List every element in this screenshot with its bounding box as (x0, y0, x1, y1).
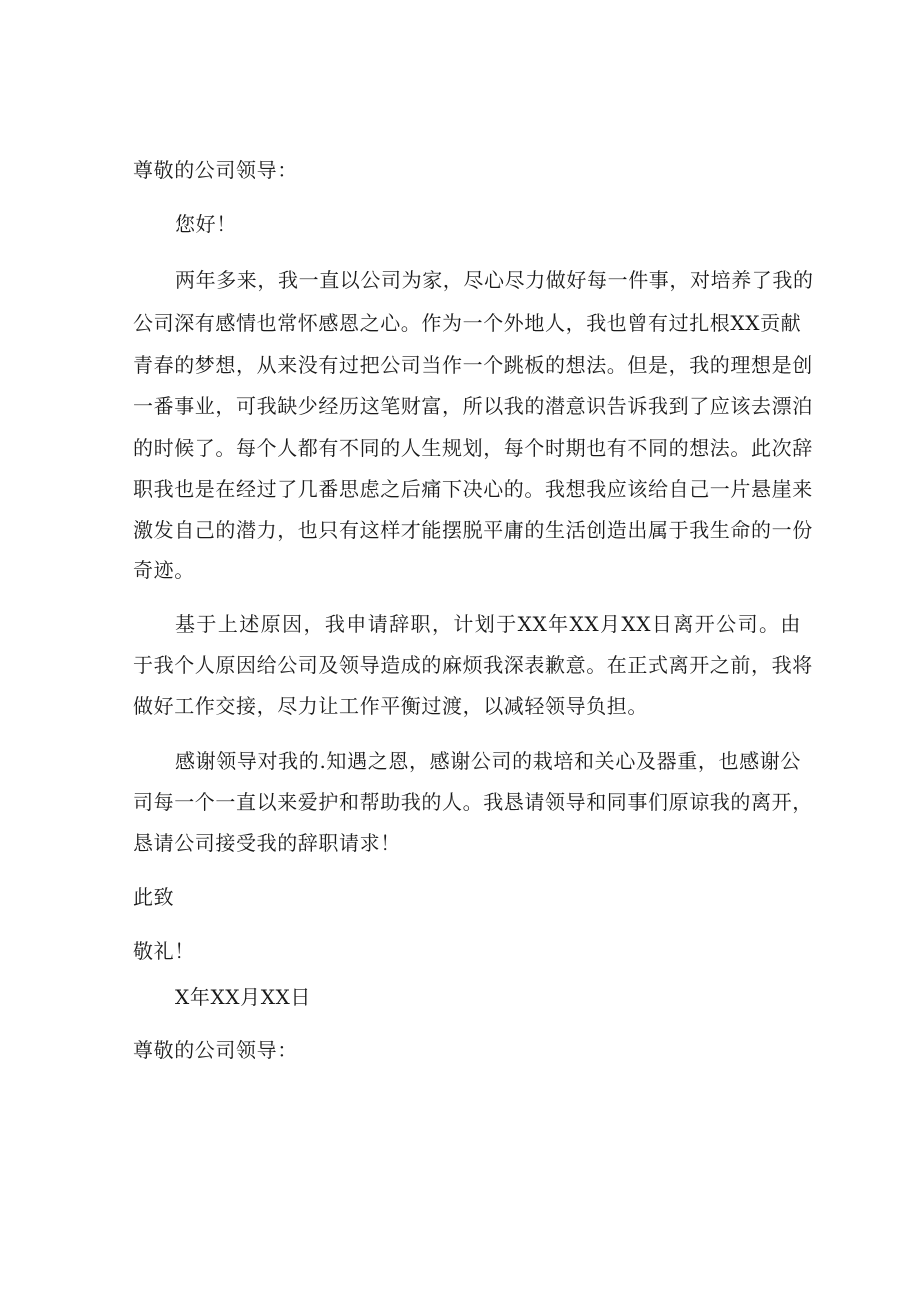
closing-1: 此致 (133, 885, 175, 909)
paragraph-line: 于我个人原因给公司及领导造成的麻烦我深表歉意。在正式离开之前，我将 (133, 653, 813, 677)
salutation: 尊敬的公司领导： (133, 158, 298, 182)
closing-2: 敬礼！ (133, 939, 195, 963)
paragraph-line: 公司深有感情也常怀感恩之心。作为一个外地人，我也曾有过扎根XX贡献 (133, 311, 802, 335)
paragraph-line: 恳请公司接受我的辞职请求！ (133, 831, 401, 855)
paragraph-line: 职我也是在经过了几番思虑之后痛下决心的。我想我应该给自己一片悬崖来 (133, 477, 813, 501)
paragraph-line: 感谢领导对我的.知遇之恩，感谢公司的栽培和关心及器重，也感谢公 (175, 749, 801, 773)
paragraph-line: 激发自己的潜力，也只有这样才能摆脱平庸的生活创造出属于我生命的一份 (133, 518, 813, 542)
paragraph-line: 基于上述原因，我申请辞职，计划于XX年XX月XX日离开公司。由 (175, 612, 801, 636)
paragraph-line: 的时候了。每个人都有不同的人生规划，每个时期也有不同的想法。此次辞 (133, 436, 813, 460)
paragraph-line: 一番事业，可我缺少经历这笔财富，所以我的潜意识告诉我到了应该去漂泊 (133, 394, 813, 418)
paragraph-line: 奇迹。 (133, 558, 195, 582)
paragraph-line: 做好工作交接，尽力让工作平衡过渡，以减轻领导负担。 (133, 694, 648, 718)
signature-date: X年XX月XX日 (175, 985, 311, 1009)
paragraph-line: 司每一个一直以来爱护和帮助我的人。我恳请领导和同事们原谅我的离开， (133, 790, 813, 814)
paragraph-line: 青春的梦想，从来没有过把公司当作一个跳板的想法。但是，我的理想是创 (133, 353, 813, 377)
salutation-repeat: 尊敬的公司领导： (133, 1038, 298, 1062)
greeting: 您好！ (175, 212, 237, 236)
paragraph-line: 两年多来，我一直以公司为家，尽心尽力做好每一件事，对培养了我的 (175, 268, 814, 292)
